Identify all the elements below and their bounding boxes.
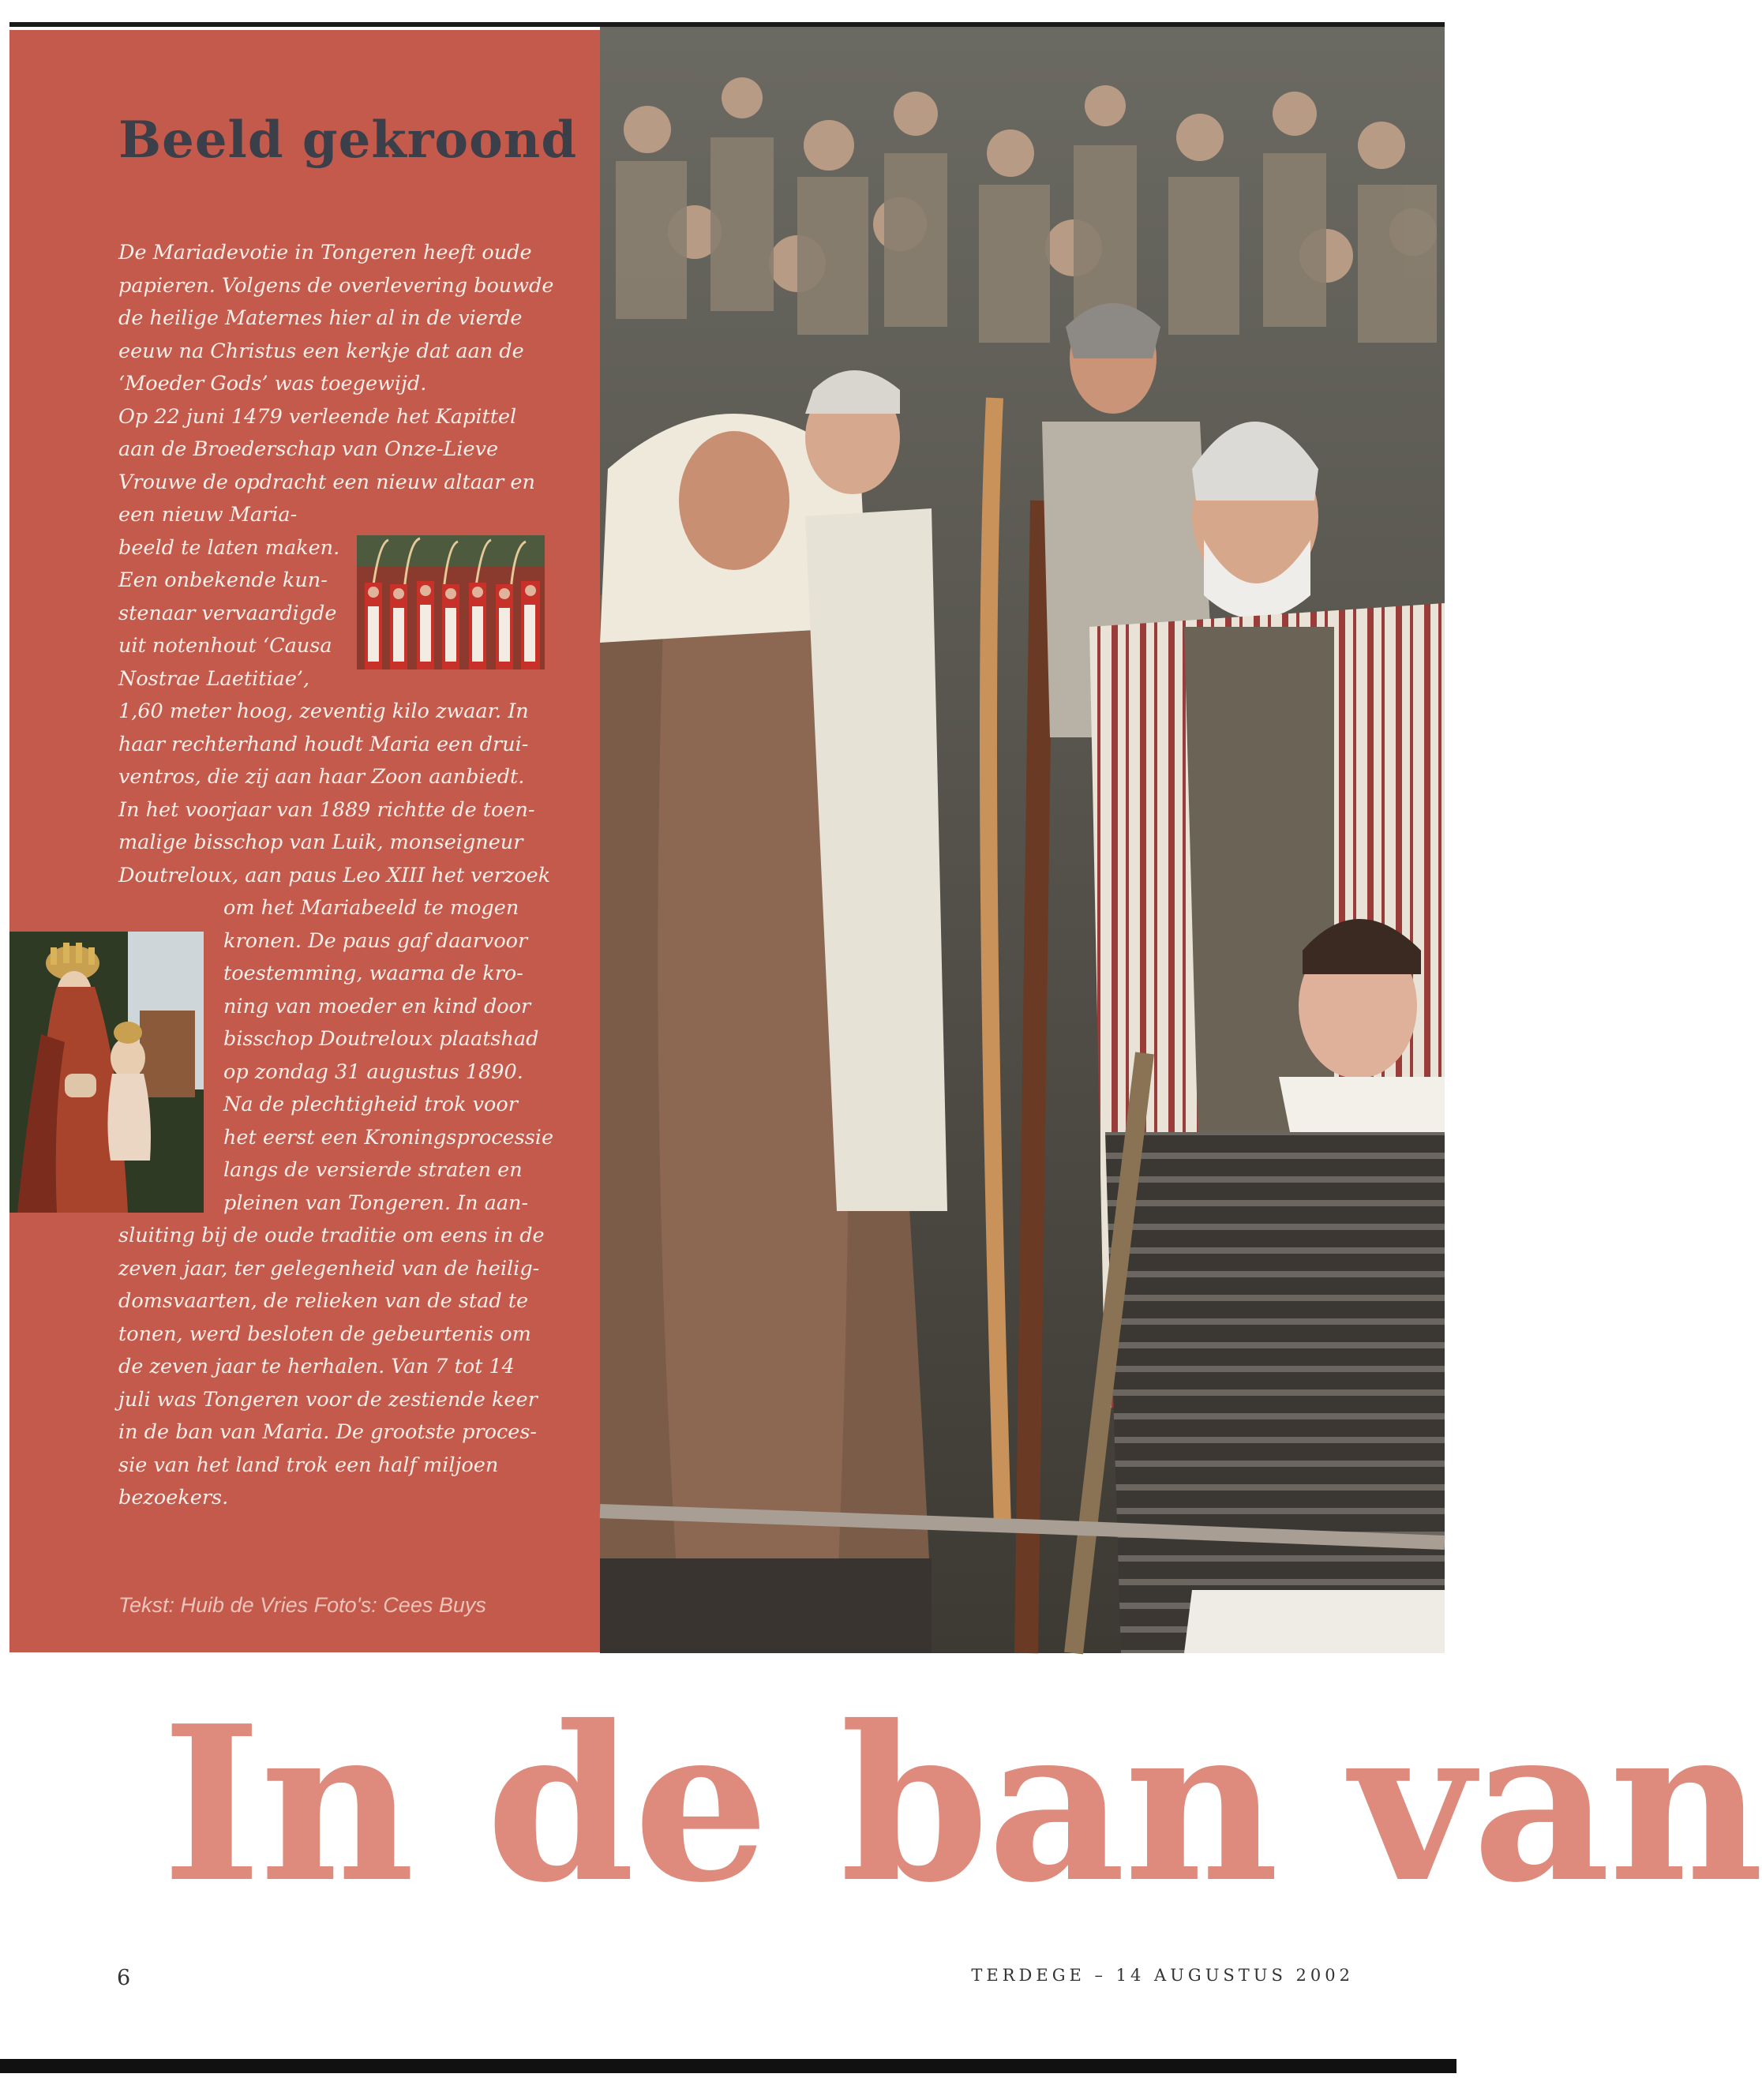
article-text-mid: [118, 696, 550, 892]
text-line: Een onbekende kun-: [118, 568, 328, 592]
text-line: de zeven jaar te herhalen. Van 7 tot 14: [118, 1355, 515, 1378]
madonna-statue-photo: [9, 932, 204, 1213]
text-line: Op 22 juni 1479 verleende het Kapittel: [118, 404, 517, 429]
text-line: in de ban van Maria. De grootste proces-: [118, 1420, 538, 1444]
article-text-top: [118, 237, 553, 532]
text-line: zeven jaar, ter gelegenheid van de heilig-: [118, 1256, 540, 1281]
text-line: ning van moeder en kind door: [223, 994, 531, 1018]
procession-main-photo: [600, 27, 1445, 1653]
text-line: De Mariadevotie in Tongeren heeft oude: [118, 241, 532, 264]
magazine-footer: TERDEGE – 14 AUGUSTUS 2002: [971, 1966, 1354, 1985]
article-text-bottom: [118, 1220, 545, 1515]
text-line: kronen. De paus gaf daarvoor: [223, 928, 528, 953]
text-line: op zondag 31 augustus 1890.: [223, 1059, 523, 1084]
left-margin: [0, 22, 9, 2059]
photo-credit: Tekst: Huib de Vries Foto's: Cees Buys: [118, 1593, 486, 1617]
article-title: In de ban van: [162, 1678, 1762, 1929]
text-line: uit notenhout ‘Causa: [118, 634, 332, 658]
text-line: stenaar vervaardigde: [118, 601, 337, 625]
text-line: juli was Tongeren voor de zestiende keer: [118, 1387, 538, 1412]
text-line: Doutreloux, aan paus Leo XIII het verzoek: [118, 863, 551, 887]
text-line: sie van het land trok een half miljoen: [118, 1453, 499, 1477]
text-line: papieren. Volgens de overlevering bouwde: [118, 273, 554, 298]
text-line: het eerst een Kroningsprocessie: [223, 1125, 554, 1149]
text-line: om het Mariabeeld te mogen: [223, 896, 519, 920]
text-line: een nieuw Maria-: [118, 503, 298, 527]
text-line: 1,60 meter hoog, zeventig kilo zwaar. In: [118, 699, 529, 723]
text-line: de heilige Maternes hier al in de vierde: [118, 306, 523, 330]
page-number: 6: [117, 1966, 131, 1990]
text-line: Vrouwe de opdracht een nieuw altaar en: [118, 470, 535, 494]
text-line: Na de plechtigheid trok voor: [223, 1093, 518, 1116]
text-line: pleinen van Tongeren. In aan-: [223, 1191, 529, 1215]
text-line: aan de Broederschap van Onze-Lieve: [118, 437, 499, 461]
text-line: malige bisschop van Luik, monseigneur: [118, 831, 523, 854]
text-line: ventros, die zij aan haar Zoon aanbiedt.: [118, 765, 525, 789]
text-line: beeld te laten maken.: [118, 535, 340, 560]
text-line: ‘Moeder Gods’ was toegewijd.: [118, 372, 427, 396]
text-line: tonen, werd besloten de gebeurtenis om: [118, 1322, 531, 1346]
bottom-border: [0, 2059, 1456, 2073]
text-line: langs de versierde straten en: [223, 1158, 523, 1182]
article-text-indented: [223, 892, 553, 1220]
text-line: haar rechterhand houdt Maria een drui-: [118, 732, 529, 756]
text-line: domsvaarten, de relieken van de stad te: [118, 1289, 529, 1313]
text-line: Nostrae Laetitiae’,: [118, 666, 310, 691]
sidebar-heading: Beeld gekroond: [118, 111, 578, 170]
procession-inset-photo: [357, 535, 545, 669]
text-line: bezoekers.: [118, 1486, 229, 1509]
text-line: eeuw na Christus een kerkje dat aan de: [118, 339, 524, 363]
text-line: In het voorjaar van 1889 richtte de toen-: [118, 797, 535, 822]
text-line: sluiting bij de oude traditie om eens in de: [118, 1224, 545, 1247]
text-line: bisschop Doutreloux plaatshad: [223, 1027, 539, 1051]
article-text-short: [118, 532, 339, 696]
text-line: toestemming, waarna de kro-: [223, 962, 523, 985]
